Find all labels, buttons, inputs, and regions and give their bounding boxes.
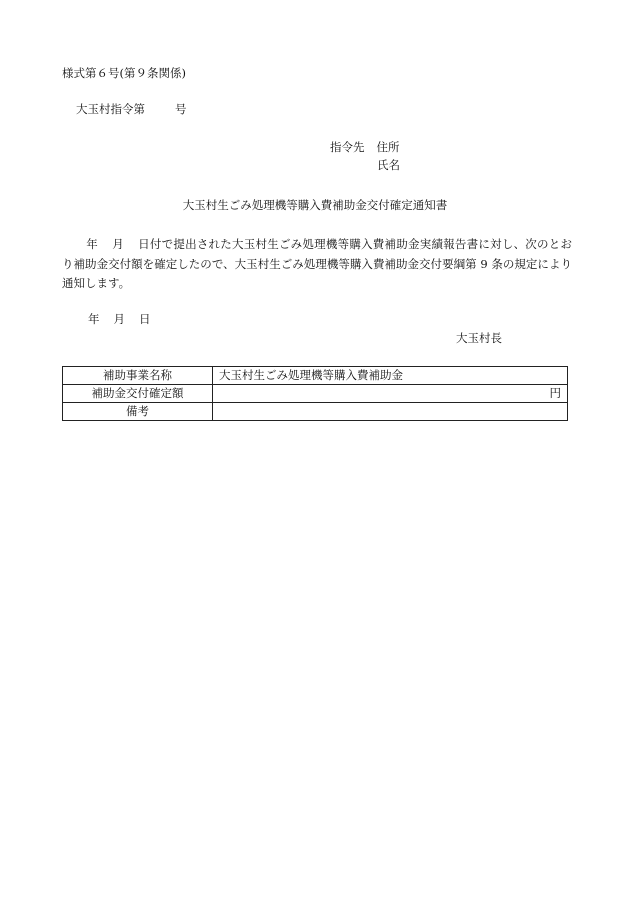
table-row — [63, 385, 568, 403]
address-label: 住所 — [376, 140, 400, 154]
table-row — [63, 403, 568, 421]
body-text: 日付で提出された大玉村生ごみ処理機等購入費補助金実績報告書に対し、次のとおり補助金交付額を確定したので、大玉村生ごみ処理機等購入費補助金交付要綱第 9 条の規定により通知します。 — [62, 237, 573, 290]
table-label: 備考 — [63, 403, 213, 421]
table-value: 円 — [213, 385, 568, 403]
recipient-label: 指令先 — [330, 140, 365, 154]
name-label: 氏名 — [377, 158, 400, 172]
issuer-name: 大玉村長 — [456, 331, 502, 345]
document-title: 大玉村生ごみ処理機等購入費補助金交付確定通知書 — [182, 198, 448, 212]
issue-date — [88, 311, 151, 327]
body-month: 月 — [111, 237, 124, 251]
form-number-label: 様式第６号(第９条関係) — [62, 66, 186, 80]
table-value: 大玉村生ごみ処理機等購入費補助金 — [213, 367, 568, 385]
body-paragraph — [62, 235, 572, 294]
issue-date-day: 日 — [139, 312, 151, 326]
table-value — [213, 403, 568, 421]
table-label: 補助事業名称 — [63, 367, 213, 385]
table-row — [63, 367, 568, 385]
body-year: 年 — [86, 237, 98, 251]
recipient-name-row — [377, 157, 400, 173]
order-number-prefix: 大玉村指令第 — [76, 102, 145, 116]
recipient-address-row — [330, 139, 400, 155]
table-label: 補助金交付確定額 — [63, 385, 213, 403]
issue-date-year: 年 — [88, 312, 100, 326]
order-number — [76, 101, 187, 117]
subsidy-info-table — [62, 366, 568, 421]
issue-date-month: 月 — [113, 312, 125, 326]
order-number-suffix: 号 — [175, 102, 187, 116]
